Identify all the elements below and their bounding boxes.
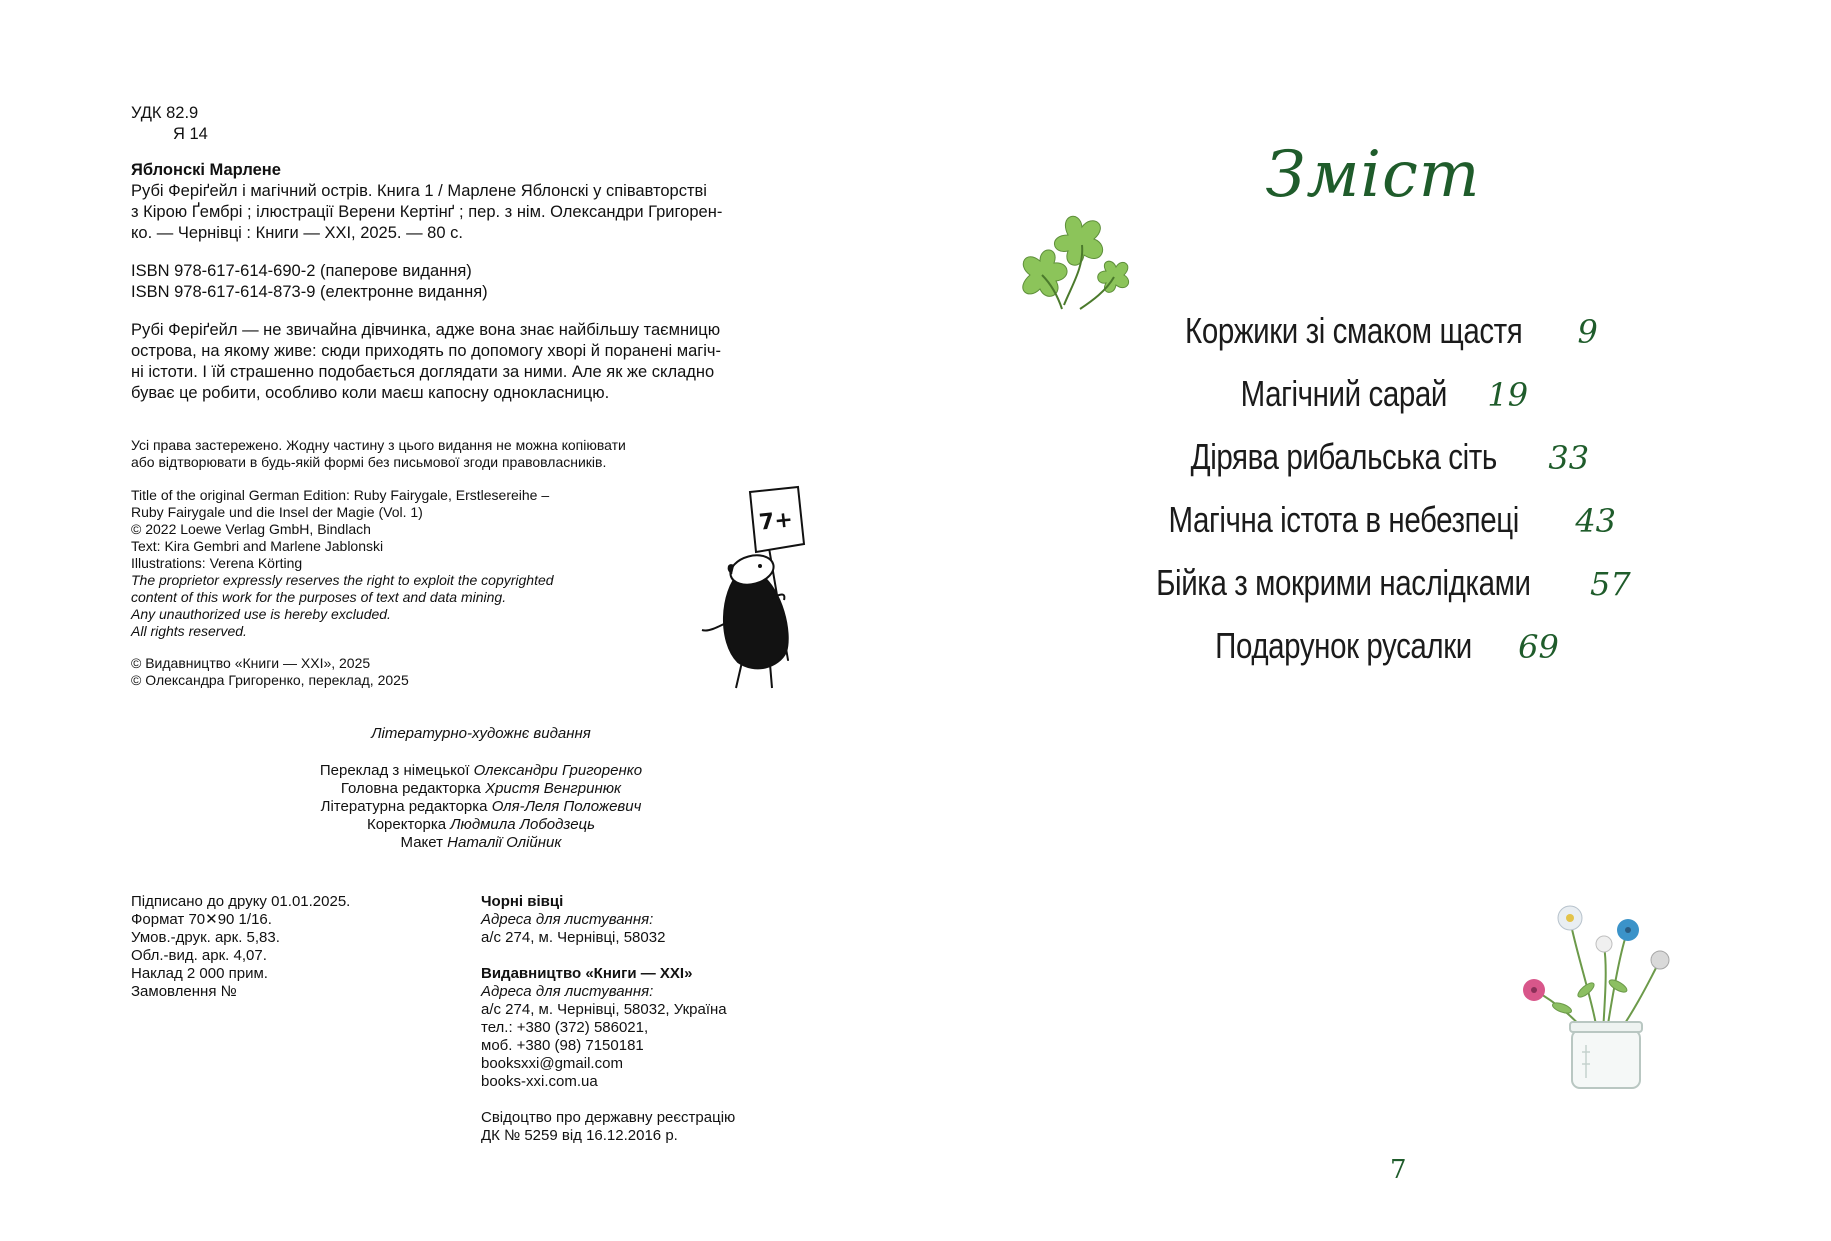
spacer [481,947,735,965]
annotation-line: буває це робити, особливо коли маєш капосну однокласницю. [131,384,610,402]
print-details [131,893,350,1001]
registration-line: Свідоцтво про державну реєстрацію [481,1109,736,1126]
isbn-electronic: ISBN 978-617-614-873-9 (електронне видання) [131,283,488,301]
sheep-with-sign-illustration [700,482,850,692]
publisher1-name: Чорні вівці [481,893,564,910]
toc-chapter-title: Бійка з мокрими наслідками [1156,562,1531,603]
original-line: © 2022 Loewe Verlag GmbH, Bindlach [131,521,371,537]
publisher2-email: booksxxi@gmail.com [481,1055,623,1072]
credit-line [131,762,831,780]
contents-title: Зміст [1265,138,1481,212]
spacer [481,1091,735,1109]
toc-item[interactable] [915,499,1831,562]
print-line: Замовлення № [131,983,237,1000]
toc-chapter-title: Дірява рибальська сіть [1190,436,1497,477]
bib-line: Рубі Феріґейл і магічний острів. Книга 1 / Марлене Яблонскі у співавторстві [131,182,707,200]
publisher2-website: books-xxi.com.ua [481,1073,598,1090]
original-line: Text: Kira Gembri and Marlene Jablonski [131,538,384,554]
toc-page-number: 9 [1577,313,1598,351]
publisher1-address-label: Адреса для листування: [481,911,654,928]
toc-chapter-title: Магічний сарай [1240,373,1447,414]
publisher-info [481,893,735,1145]
author-sign: Я 14 [173,125,208,143]
credit-name: Оля-Леля Положевич [491,798,642,815]
rights-line: або відтворювати в будь-якій формі без письмової згоди правовласників. [131,454,607,470]
original-line: Illustrations: Verena Körting [131,555,303,571]
sign-label: 7+ [757,507,795,536]
toc-item[interactable] [915,373,1831,436]
publisher2-line: моб. +380 (98) 7150181 [481,1037,644,1054]
mining-line: content of this work for the purposes of text and data mining. [131,589,507,605]
print-line: Підписано до друку 01.01.2025. [131,893,351,910]
mining-line: All rights reserved. [131,623,247,639]
publisher1-address: а/с 274, м. Чернівці, 58032 [481,929,666,946]
original-edition-info [131,487,554,640]
mining-line: Any unauthorized use is hereby excluded. [131,606,391,622]
toc-page-number: 19 [1487,376,1529,414]
original-line: Title of the original German Edition: Ruby Fairygale, Erstlesereihe – [131,487,550,503]
toc-chapter-title: Коржики зі смаком щастя [1185,310,1523,351]
copyright-line: © Видавництво «Книги — XXI», 2025 [131,655,371,671]
edition-type: Літературно-художнє видання [371,725,591,742]
original-line: Ruby Fairygale und die Insel der Magie (Vol. 1) [131,504,423,520]
annotation-line: ні істоти. І їй страшенно подобається доглядати за ними. Але як же складно [131,363,715,381]
rights-notice [131,437,626,471]
publisher2-address-label: Адреса для листування: [481,983,654,1000]
print-line: Обл.-вид. арк. 4,07. [131,947,267,964]
print-line: Умов.-друк. арк. 5,83. [131,929,280,946]
toc-chapter-title: Магічна істота в небезпеці [1168,499,1519,540]
credit-name: Людмила Лободзець [450,816,596,833]
mining-line: The proprietor expressly reserves the right to exploit the copyrighted [131,572,554,588]
credit-name: Христя Венгринюк [485,780,622,797]
annotation [131,320,721,404]
credit-line [131,816,831,834]
annotation-line: Рубі Феріґейл — не звичайна дівчинка, адже вона знає найбільшу таємницю [131,321,721,339]
isbn-block [131,261,488,303]
print-line: Формат 70✕90 1/16. [131,911,272,928]
toc-page-number: 57 [1589,565,1631,603]
publisher2-line: а/с 274, м. Чернівці, 58032, Україна [481,1001,727,1018]
registration-line: ДК № 5259 від 16.12.2016 р. [481,1127,678,1144]
table-of-contents [915,310,1831,688]
publisher2-line: тел.: +380 (372) 586021, [481,1019,649,1036]
clover-illustration [1010,205,1145,320]
toc-chapter-title: Подарунок русалки [1215,625,1472,666]
toc-item[interactable] [915,562,1831,625]
bib-line: з Кірою Ґембрі ; ілюстрації Верени Кертінґ ; пер. з нім. Олександри Григорен- [131,203,723,221]
publisher2-name: Видавництво «Книги — XXI» [481,965,693,982]
copyright-line: © Олександра Григоренко, переклад, 2025 [131,672,409,688]
credits-block [131,762,831,852]
credit-role: Переклад з німецької [319,762,470,779]
bibliographic-description [131,160,722,244]
annotation-line: острова, на якому живе: сюди приходять по допомогу хворі й поранені магіч- [131,342,722,360]
print-line: Наклад 2 000 прим. [131,965,268,982]
credit-role: Макет [400,834,443,851]
toc-page-number: 33 [1548,439,1590,477]
credit-line [131,834,831,852]
credit-role: Головна редакторка [340,780,481,797]
credit-name: Олександри Григоренко [473,762,643,779]
toc-page-number: 69 [1518,628,1559,666]
toc-item[interactable] [915,625,1831,688]
isbn-print: ISBN 978-617-614-690-2 (паперове видання) [131,262,472,280]
toc-page-number: 43 [1575,502,1617,540]
page-number: 7 [1390,1155,1407,1185]
imprint-page [0,0,915,1241]
rights-line: Усі права застережено. Жодну частину з цього видання не можна копіювати [131,437,626,453]
udk-code: УДК 82.9 [131,104,199,122]
author-name: Яблонскі Марлене [131,161,281,179]
credit-line [131,798,831,816]
bib-line: ко. — Чернівці : Книги — XXI, 2025. — 80 с. [131,224,463,242]
flowers-in-jar-illustration [1500,890,1700,1090]
credit-line [131,780,831,798]
credit-role: Літературна редакторка [320,798,488,815]
toc-item[interactable] [915,436,1831,499]
udk-block [131,103,208,145]
copyright-block [131,655,409,689]
credit-role: Коректорка [366,816,447,833]
credit-name: Наталії Олійник [447,834,562,851]
